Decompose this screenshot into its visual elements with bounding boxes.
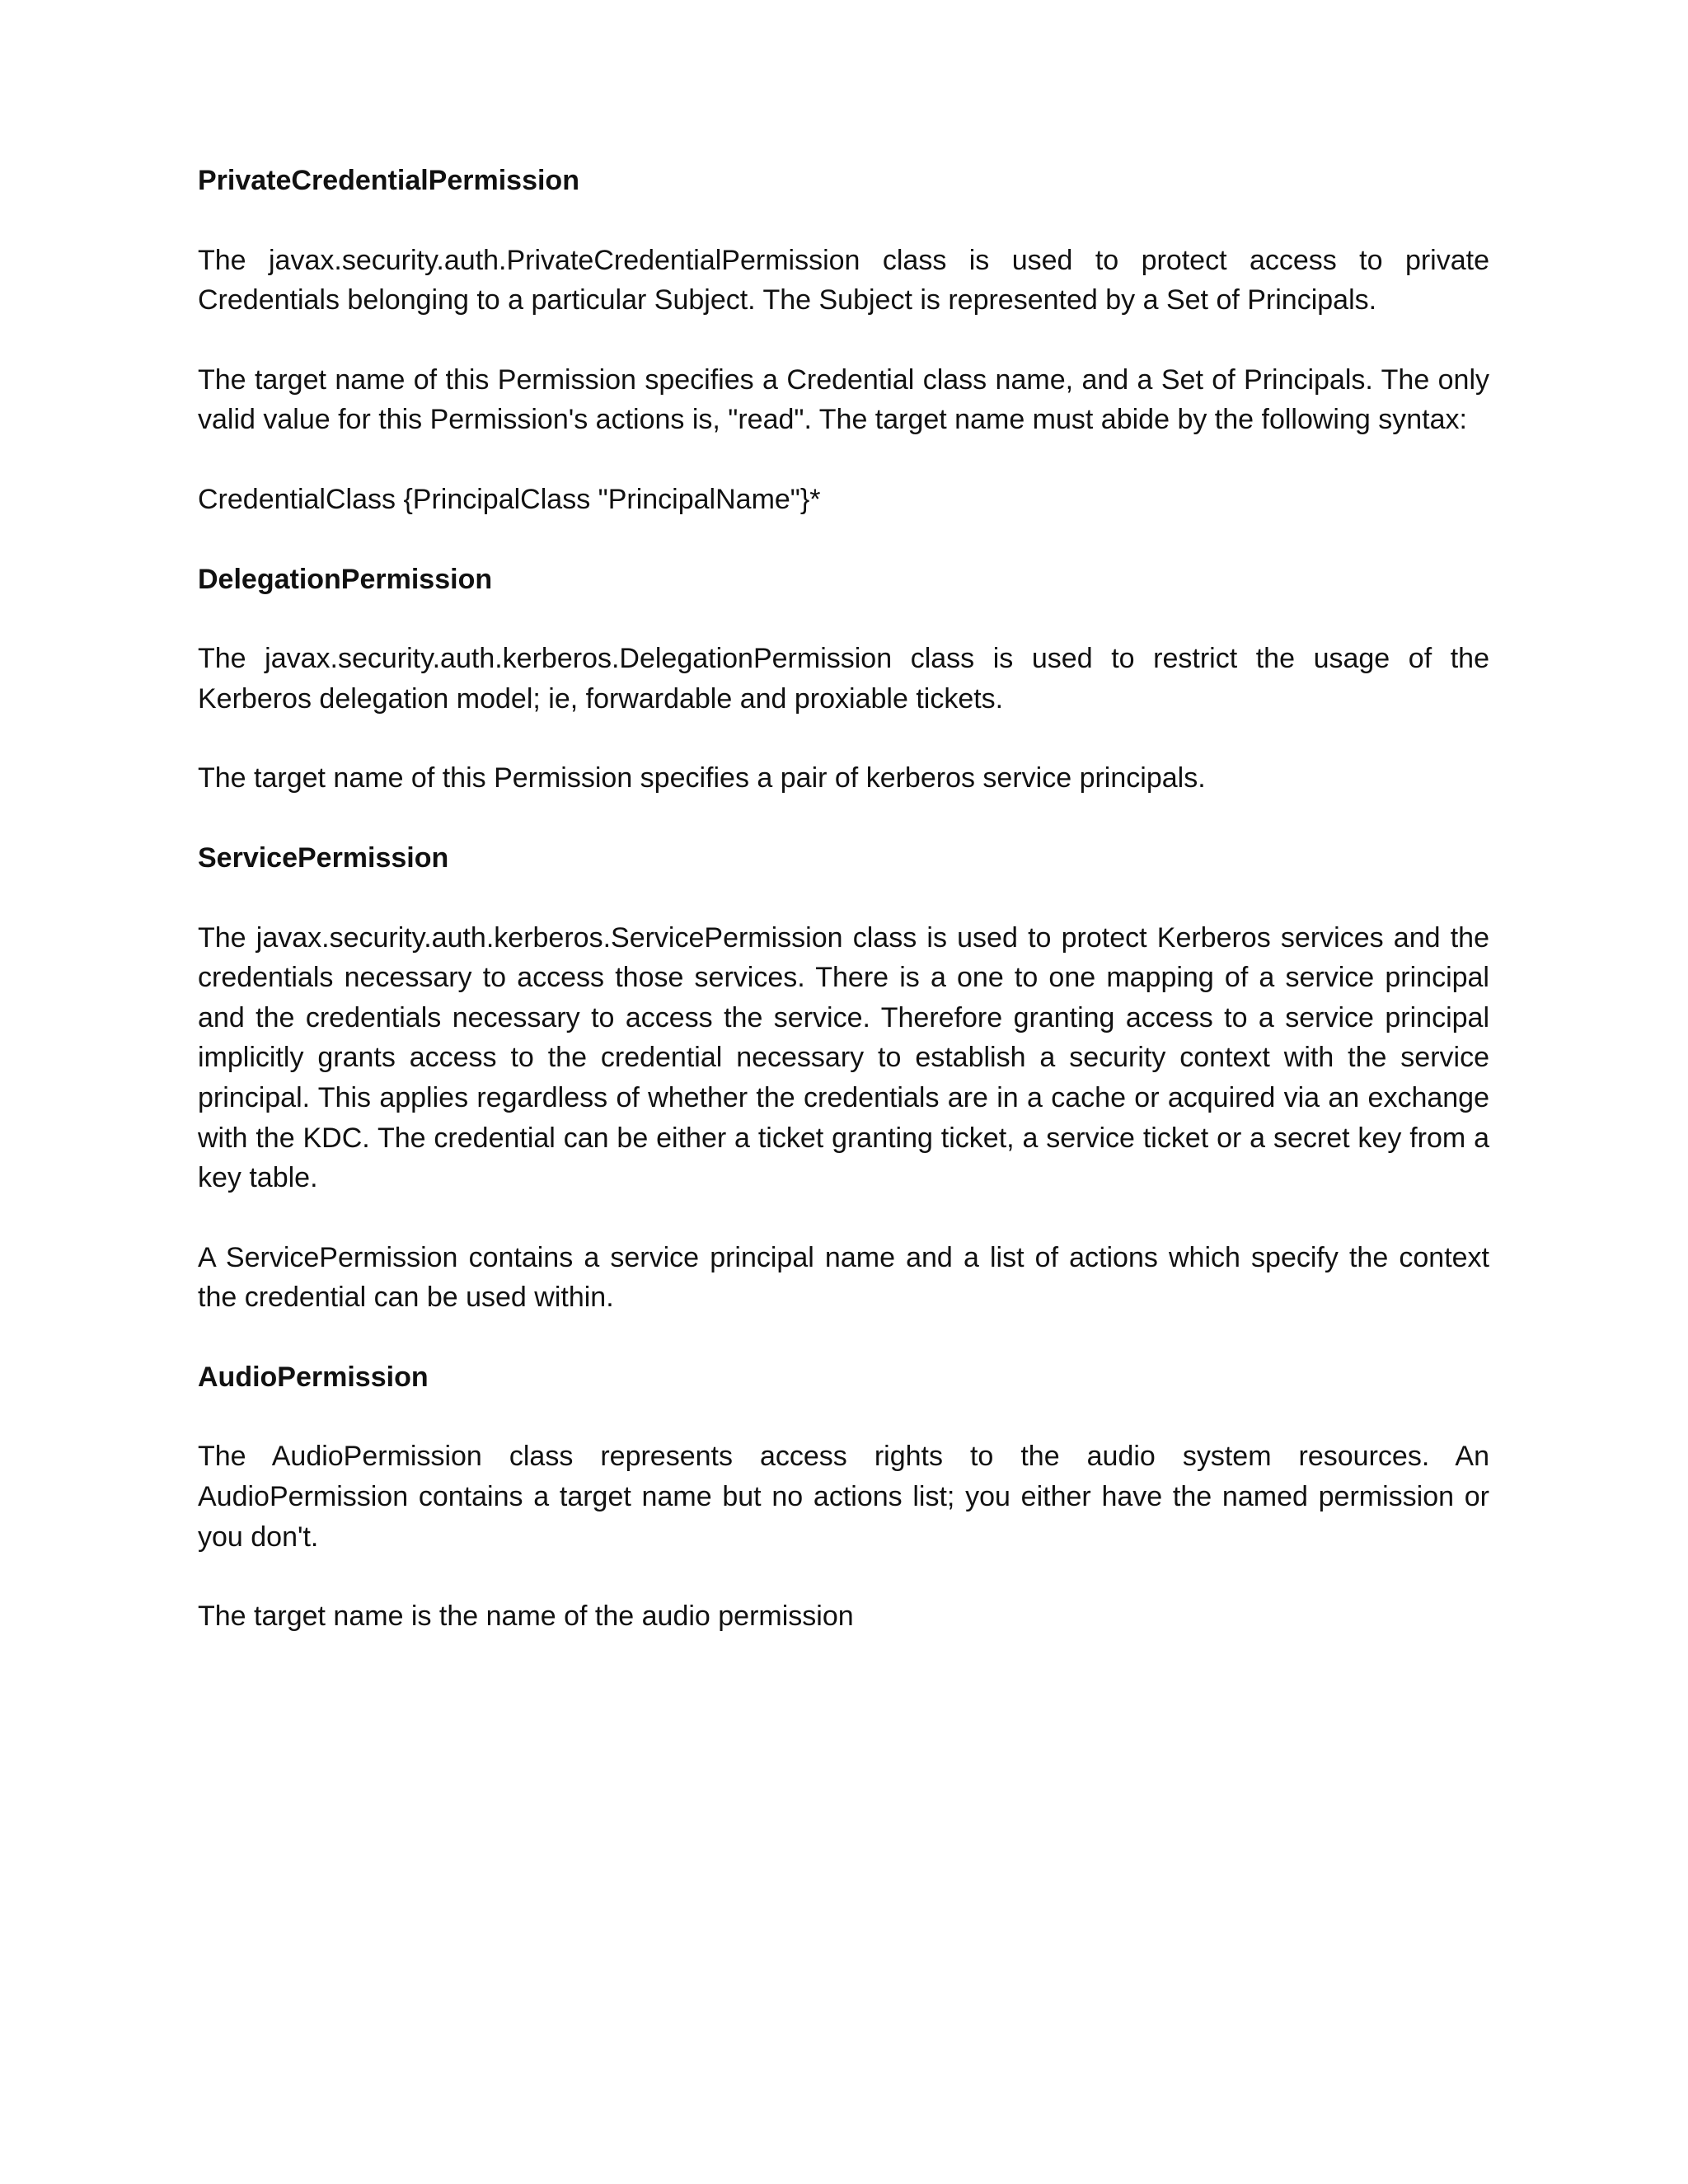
paragraph: The javax.security.auth.kerberos.ServicePermission class is used to protect Kerberos services and the credentials necessary to access those services. There is a one to one mapping of a service principal and the credentials necessary to access the service. Therefore granting access to a service principal implicitly grants access to the credential necessary to establish a security context with the service principal. This applies regardless of whether the credentials are in a cache or acquired via an exchange with the KDC. The credential can be either a ticket granting ticket, a service ticket or a secret key from a key table.: [198, 921, 1489, 1194]
section-service-permission: [198, 838, 1489, 1318]
paragraph: The javax.security.auth.PrivateCredentialPermission class is used to protect access to private Credentials belonging to a particular Subject. The Subject is represented by a Set of Principals.: [198, 244, 1489, 316]
paragraph: A ServicePermission contains a service principal name and a list of actions which specify the context the credential can be used within.: [198, 1241, 1489, 1314]
section-audio-permission: [198, 1357, 1489, 1637]
section-heading: PrivateCredentialPermission: [198, 165, 579, 196]
paragraph: The target name of this Permission specifies a Credential class name, and a Set of Principals. The only valid value for this Permission's actions is, "read". The target name must abide by the following syntax:: [198, 363, 1489, 436]
paragraph: The target name is the name of the audio permission: [198, 1601, 854, 1633]
section-heading: DelegationPermission: [198, 563, 493, 595]
syntax-line: CredentialClass {PrincipalClass "PrincipalName"}*: [198, 483, 821, 515]
section-private-credential-permission: [198, 161, 1489, 520]
section-heading: ServicePermission: [198, 841, 449, 874]
document-body: [198, 161, 1489, 1676]
paragraph: The target name of this Permission specifies a pair of kerberos service principals.: [198, 762, 1206, 794]
section-delegation-permission: [198, 560, 1489, 799]
paragraph: The AudioPermission class represents access rights to the audio system resources. An AudioPermission contains a target name but no actions list; you either have the named permission or you don't.: [198, 1441, 1489, 1553]
paragraph: The javax.security.auth.kerberos.DelegationPermission class is used to restrict the usage of the Kerberos delegation model; ie, forwardable and proxiable tickets.: [198, 643, 1489, 715]
section-heading: AudioPermission: [198, 1361, 429, 1393]
